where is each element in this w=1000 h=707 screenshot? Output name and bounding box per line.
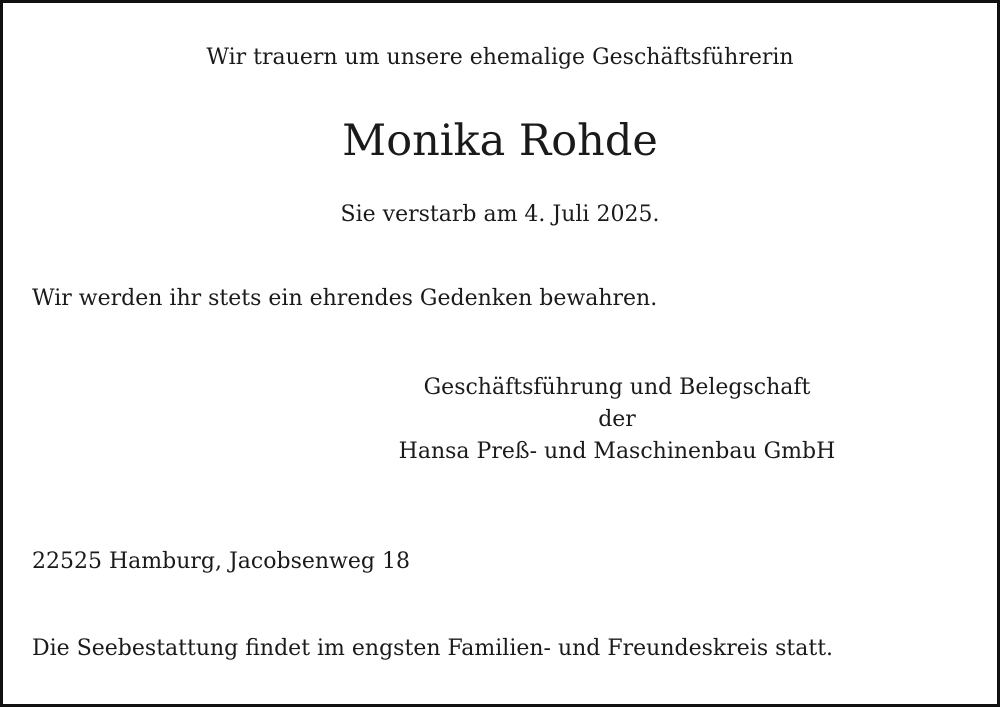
deceased-name: Monika Rohde: [342, 116, 658, 166]
death-date-text: Sie verstarb am 4. Juli 2025.: [340, 202, 660, 227]
burial-note: Die Seebestattung findet im engsten Familien- und Freundeskreis statt.: [32, 636, 834, 661]
address-text: 22525 Hamburg, Jacobsenweg 18: [32, 549, 410, 574]
signature-line-1: Geschäftsführung und Belegschaft: [423, 375, 811, 400]
signature-block: [382, 372, 852, 468]
intro-text: Wir trauern um unsere ehemalige Geschäftsführerin: [206, 45, 794, 70]
signature-line-3: Hansa Preß- und Maschinenbau GmbH: [398, 439, 836, 464]
memory-text: Wir werden ihr stets ein ehrendes Gedenken bewahren.: [32, 286, 658, 311]
signature-line-2: der: [598, 407, 636, 432]
